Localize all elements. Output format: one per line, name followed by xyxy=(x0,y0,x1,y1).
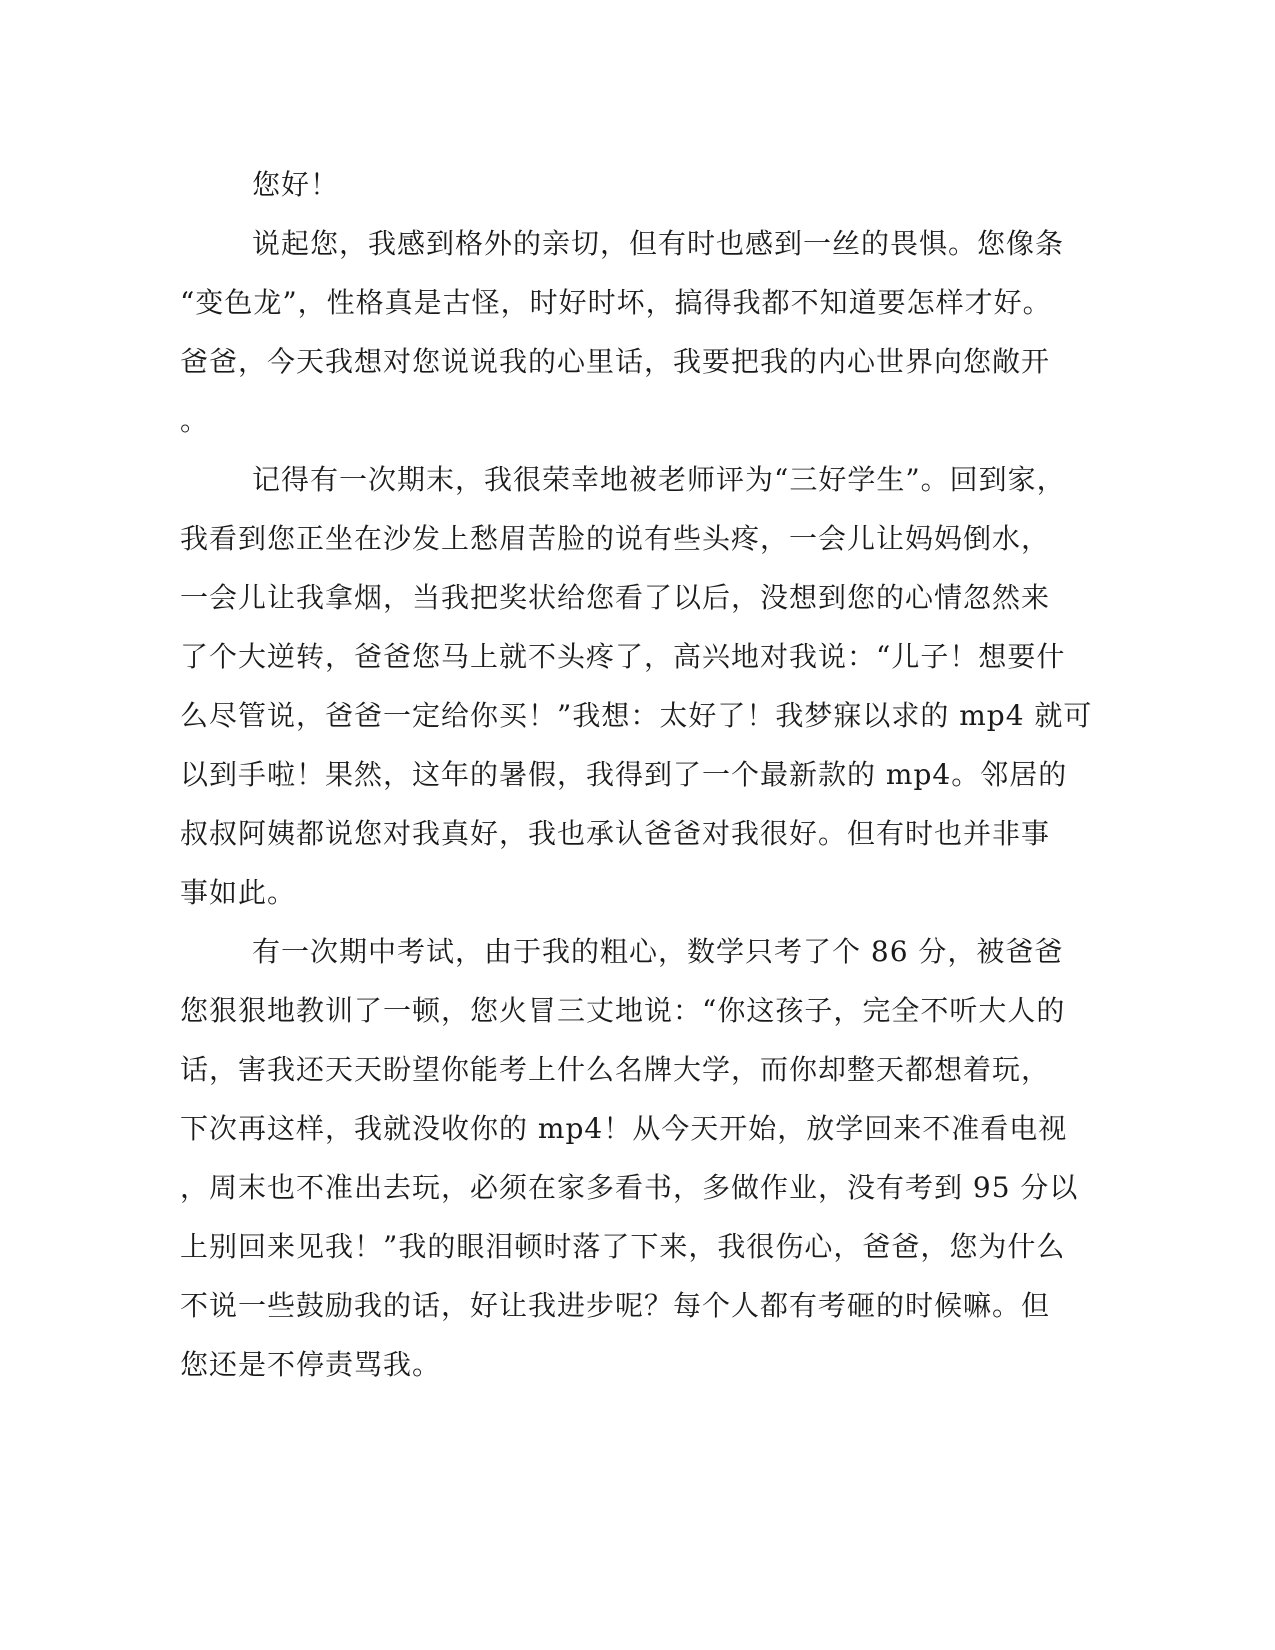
paragraph-line: ，周末也不准出去玩，必须在家多看书，多做作业，没有考到 95 分以 xyxy=(180,1171,1079,1204)
paragraph-line: 下次再这样，我就没收你的 mp4！从今天开始，放学回来不准看电视 xyxy=(180,1112,1068,1145)
paragraph-1 xyxy=(180,214,1065,450)
greeting: 您好！ xyxy=(252,168,340,201)
paragraph-line: 说起您，我感到格外的亲切，但有时也感到一丝的畏惧。您像条 xyxy=(252,227,1065,260)
paragraph-line: 叔叔阿姨都说您对我真好，我也承认爸爸对我很好。但有时也并非事 xyxy=(180,817,1051,850)
paragraph-line: 。 xyxy=(180,404,210,437)
paragraph-line: 我看到您正坐在沙发上愁眉苦脸的说有些头疼，一会儿让妈妈倒水， xyxy=(180,522,1051,555)
paragraph-line: 您狠狠地教训了一顿，您火冒三丈地说：“你这孩子，完全不听大人的 xyxy=(180,994,1066,1027)
paragraph-line: 有一次期中考试，由于我的粗心，数学只考了个 86 分，被爸爸 xyxy=(252,935,1064,968)
paragraph-line: 您还是不停责骂我。 xyxy=(180,1348,442,1381)
paragraph-line: 一会儿让我拿烟，当我把奖状给您看了以后，没想到您的心情忽然来 xyxy=(180,581,1051,614)
paragraph-line: 了个大逆转，爸爸您马上就不头疼了，高兴地对我说：“儿子！想要什 xyxy=(180,640,1066,673)
paragraph-line: “变色龙”，性格真是古怪，时好时坏，搞得我都不知道要怎样才好。 xyxy=(180,286,1052,319)
paragraph-line: 么尽管说，爸爸一定给你买！”我想：太好了！我梦寐以求的 mp4 就可 xyxy=(180,699,1093,732)
paragraph-3 xyxy=(180,922,1079,1394)
paragraph-line: 以到手啦！果然，这年的暑假，我得到了一个最新款的 mp4。邻居的 xyxy=(180,758,1068,791)
paragraph-line: 不说一些鼓励我的话，好让我进步呢？每个人都有考砸的时候嘛。但 xyxy=(180,1289,1051,1322)
paragraph-line: 话，害我还天天盼望你能考上什么名牌大学，而你却整天都想着玩， xyxy=(180,1053,1051,1086)
paragraph-line: 上别回来见我！”我的眼泪顿时落了下来，我很伤心，爸爸，您为什么 xyxy=(180,1230,1066,1263)
letter-body xyxy=(180,155,1093,1394)
paragraph-line: 记得有一次期末，我很荣幸地被老师评为“三好学生”。回到家， xyxy=(252,463,1066,496)
paragraph-2 xyxy=(180,450,1093,922)
paragraph-line: 爸爸，今天我想对您说说我的心里话，我要把我的内心世界向您敞开 xyxy=(180,345,1051,378)
paragraph-line: 事如此。 xyxy=(180,876,297,909)
